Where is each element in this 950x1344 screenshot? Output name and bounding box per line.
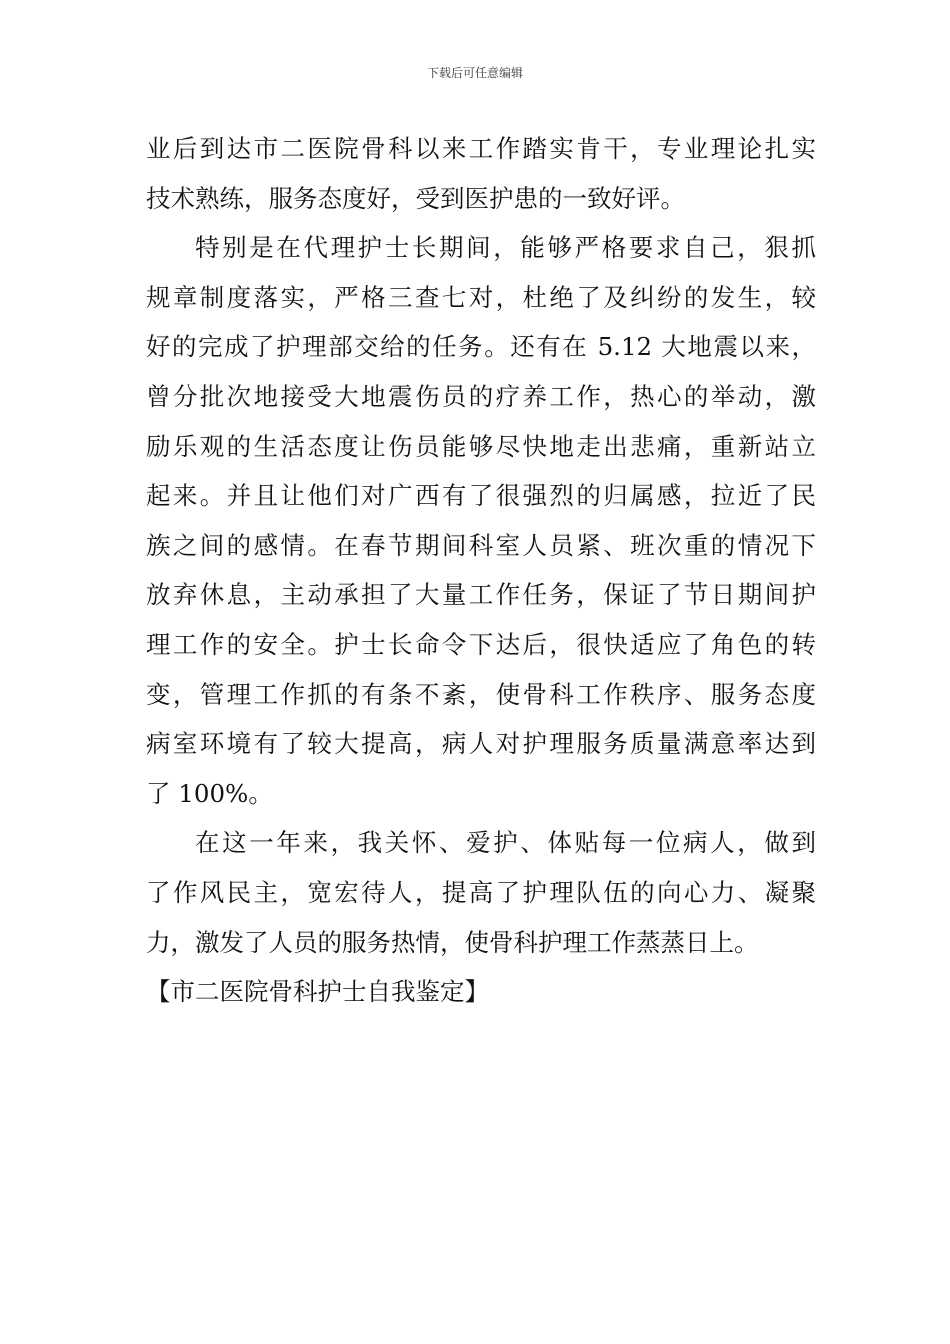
text-line: 业后到达市二医院骨科以来工作踏实肯干，专业理论扎实 bbox=[146, 134, 816, 163]
text-line: 技术熟练，服务态度好，受到医护患的一致好评。 bbox=[146, 183, 685, 213]
text-line: 起来。并且让他们对广西有了很强烈的归属感，拉近了民 bbox=[146, 481, 816, 511]
text-line: 曾分批次地接受大地震伤员的疗养工作，热心的举动，激 bbox=[146, 381, 816, 411]
text-line: 了作风民主，宽宏待人，提高了护理队伍的向心力、凝聚 bbox=[146, 877, 816, 907]
text-line: 放弃休息，主动承担了大量工作任务，保证了节日期间护 bbox=[146, 580, 816, 610]
text-line: 了 100%。 bbox=[146, 778, 273, 808]
text-line: 【市二医院骨科护士自我鉴定】 bbox=[146, 977, 489, 1007]
text-line: 在这一年来，我关怀、爱护、体贴每一位病人，做到 bbox=[195, 828, 816, 858]
text-line: 励乐观的生活态度让伤员能够尽快地走出悲痛，重新站立 bbox=[146, 431, 816, 461]
text-line: 族之间的感情。在春节期间科室人员紧、班次重的情况下 bbox=[146, 530, 816, 560]
text-line: 好的完成了护理部交给的任务。还有在 5.12 大地震以来， bbox=[146, 332, 816, 362]
page-header-note: 下载后可任意编辑 bbox=[426, 66, 523, 80]
text-line: 规章制度落实，严格三查七对，杜绝了及纠纷的发生，较 bbox=[146, 282, 816, 312]
document-body bbox=[146, 124, 816, 1017]
text-line: 病室环境有了较大提高，病人对护理服务质量满意率达到 bbox=[146, 729, 816, 759]
text-line: 变，管理工作抓的有条不紊，使骨科工作秩序、服务态度 bbox=[146, 679, 816, 709]
text-line: 特别是在代理护士长期间，能够严格要求自己，狠抓 bbox=[195, 233, 816, 263]
text-line: 力，激发了人员的服务热情，使骨科护理工作蒸蒸日上。 bbox=[146, 927, 759, 957]
text-line: 理工作的安全。护士长命令下达后，很快适应了角色的转 bbox=[146, 629, 816, 659]
